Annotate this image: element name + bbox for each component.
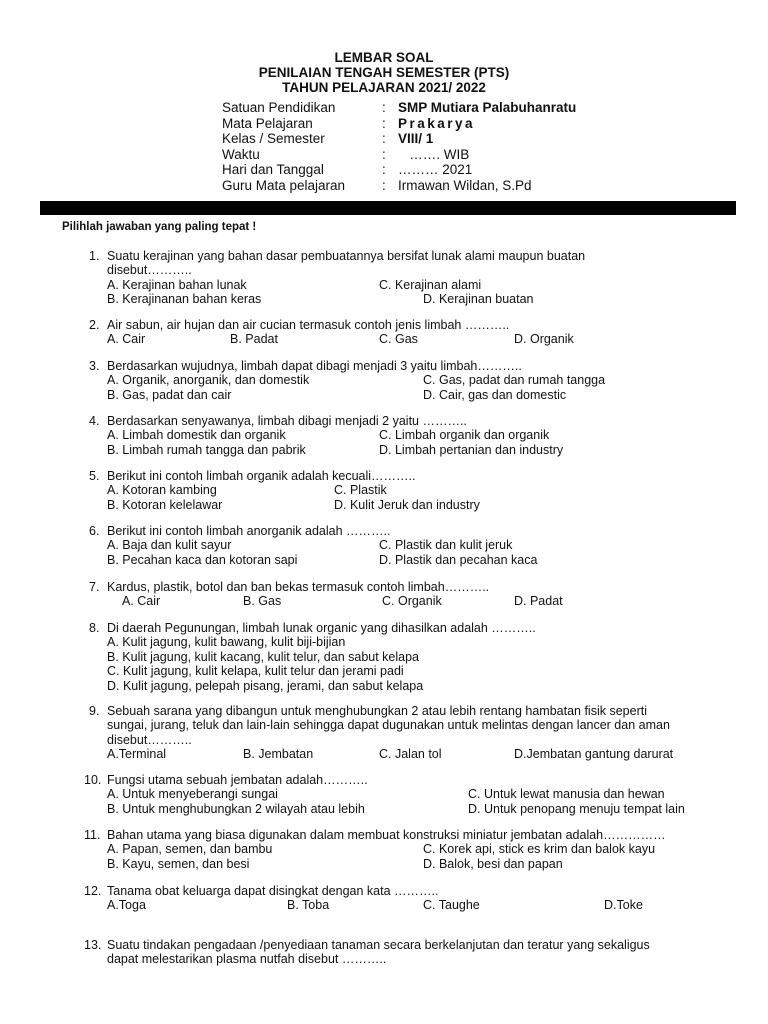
question-text: Berikut ini contoh limbah organik adalah kecuali……….. (107, 469, 416, 483)
answer-option: C. Gas (379, 332, 418, 347)
answer-option: D.Toke (604, 898, 643, 913)
answer-option: B. Gas (243, 594, 282, 609)
answer-option: D. Padat (514, 594, 563, 609)
question-text: Suatu tindakan pengadaan /penyediaan tanaman secara berkelanjutan dan teratur yang sekaligus (107, 938, 650, 952)
question-text: Berikut ini contoh limbah anorganik adalah ……….. (107, 524, 391, 538)
answer-option: B. Gas, padat dan cair (107, 387, 232, 402)
question-number: 8. (89, 621, 100, 635)
answer-option: B. Toba (287, 898, 330, 913)
answer-option: D. Balok, besi dan papan (423, 856, 563, 871)
info-label: Satuan Pendidikan (222, 100, 336, 115)
info-row-class (222, 131, 642, 147)
question-text: disebut……….. (107, 263, 192, 278)
answer-option: C. Untuk lewat manusia dan hewan (468, 787, 665, 802)
answer-option: D. Limbah pertanian dan industry (379, 442, 564, 457)
info-label: Mata Pelajaran (222, 115, 313, 131)
info-colon: : (382, 100, 386, 115)
info-label: Hari dan Tanggal (222, 162, 324, 177)
info-colon: : (382, 131, 386, 146)
info-colon: : (382, 146, 386, 162)
answer-option: D.Jembatan gantung darurat (514, 747, 674, 762)
answer-option: B. Kerajinanan bahan keras (107, 292, 262, 307)
answer-option: A.Toga (107, 898, 146, 913)
question-text: disebut……….. (107, 732, 192, 747)
info-value: ……. WIB (398, 146, 470, 162)
info-row-teacher (222, 178, 642, 194)
info-row-time (222, 147, 642, 163)
answer-option: B. Kayu, semen, dan besi (107, 856, 250, 871)
question-text: Sebuah sarana yang dibangun untuk menghubungkan 2 atau lebih rentang hambatan fisik seperti (107, 704, 647, 718)
answer-option: A. Cair (122, 594, 161, 609)
document-header (0, 50, 768, 95)
answer-option: B. Pecahan kaca dan kotoran sapi (107, 552, 298, 567)
answer-option: A.Terminal (107, 747, 167, 762)
info-value: ……… 2021 (398, 162, 473, 177)
question-number: 5. (89, 469, 100, 483)
answer-option: A. Baja dan kulit sayur (107, 538, 232, 553)
answer-option: A. Untuk menyeberangi sungai (107, 787, 278, 802)
question-number: 13. (84, 938, 102, 952)
answer-option: A. Kotoran kambing (107, 483, 217, 498)
question-text: Di daerah Pegunungan, limbah lunak organic yang dihasilkan adalah ……….. (107, 621, 536, 635)
answer-option: D. Kulit Jeruk dan industry (334, 497, 480, 512)
answer-option: A. Limbah domestik dan organik (107, 428, 286, 443)
answer-option: B. Kulit jagung, kulit kacang, kulit telur, dan sabut kelapa (107, 649, 419, 664)
answer-option: D. Cair, gas dan domestic (423, 387, 567, 402)
info-row-subject (222, 116, 642, 132)
answer-option: C. Taughe (423, 898, 480, 913)
question-number: 12. (84, 884, 102, 898)
answer-option: D. Organik (514, 332, 574, 347)
info-row-school (222, 100, 642, 116)
info-value: SMP Mutiara Palabuhanratu (398, 100, 577, 115)
question-text: Air sabun, air hujan dan air cucian termasuk contoh jenis limbah ……….. (107, 318, 510, 332)
answer-option: A. Cair (107, 332, 146, 347)
question-text: Fungsi utama sebuah jembatan adalah……….. (107, 773, 368, 787)
answer-option: C. Limbah organik dan organik (379, 428, 550, 443)
info-value: VIII/ 1 (398, 131, 434, 146)
answer-option: C. Organik (382, 594, 442, 609)
question-text: sungai, jurang, teluk dan lain-lain sehingga dapat dugunakan untuk melintas dengan lancer dan aman (107, 718, 670, 733)
info-value: Irmawan Wildan, S.Pd (398, 177, 532, 193)
header-title: LEMBAR SOAL (334, 50, 434, 65)
answer-option: A. Papan, semen, dan bambu (107, 842, 273, 857)
question-text: Berdasarkan senyawanya, limbah dibagi menjadi 2 yaitu ……….. (107, 414, 467, 428)
answer-option: D. Plastik dan pecahan kaca (379, 552, 538, 567)
question-number: 11. (84, 828, 101, 842)
question-number: 10. (84, 773, 102, 787)
answer-option: A. Organik, anorganik, dan domestik (107, 373, 310, 388)
info-colon: : (382, 115, 386, 131)
question-number: 6. (89, 524, 100, 538)
answer-option: C. Kulit jagung, kulit kelapa, kulit telur dan jerami padi (107, 664, 404, 679)
question-number: 9. (89, 704, 100, 718)
header-school-year: TAHUN PELAJARAN 2021/ 2022 (282, 80, 486, 95)
info-value: Prakarya (398, 115, 476, 131)
answer-option: C. Plastik (334, 483, 387, 498)
answer-option: B. Kotoran kelelawar (107, 497, 223, 512)
question-text: Bahan utama yang biasa digunakan dalam membuat konstruksi miniatur jembatan adalah…………… (107, 828, 666, 842)
info-row-date (222, 162, 642, 178)
answer-option: B. Padat (230, 332, 278, 347)
answer-option: C. Kerajinan alami (379, 277, 482, 292)
question-text: dapat melestarikan plasma nutfah disebut ……….. (107, 952, 387, 967)
info-colon: : (382, 177, 386, 193)
answer-option: D. Kerajinan buatan (423, 292, 534, 307)
answer-option: B. Untuk menghubungkan 2 wilayah atau lebih (107, 801, 365, 816)
info-label: Guru Mata pelajaran (222, 177, 346, 193)
question-text: Kardus, plastik, botol dan ban bekas termasuk contoh limbah……….. (107, 580, 490, 594)
header-exam-name: PENILAIAN TENGAH SEMESTER (PTS) (258, 65, 510, 80)
identity-block (222, 100, 642, 193)
answer-option: A. Kerajinan bahan lunak (107, 277, 247, 292)
answer-option: C. Gas, padat dan rumah tangga (423, 373, 606, 388)
answer-option: D. Untuk penopang menuju tempat lain (468, 801, 685, 816)
answer-option: C. Plastik dan kulit jeruk (379, 538, 513, 553)
info-label: Kelas / Semester (222, 131, 325, 146)
answer-option: D. Kulit jagung, pelepah pisang, jerami, dan sabut kelapa (107, 678, 424, 693)
info-colon: : (382, 162, 386, 177)
question-number: 4. (89, 414, 100, 428)
answer-option: B. Limbah rumah tangga dan pabrik (107, 442, 306, 457)
answer-option: A. Kulit jagung, kulit bawang, kulit biji-bijian (107, 635, 346, 650)
answer-option: C. Korek api, stick es krim dan balok kayu (423, 842, 656, 857)
question-text: Suatu kerajinan yang bahan dasar pembuatannya bersifat lunak alami maupun buatan (107, 249, 586, 263)
question-number: 2. (89, 318, 100, 332)
question-text: Tanama obat keluarga dapat disingkat dengan kata ……….. (107, 884, 439, 898)
question-number: 1. (89, 249, 100, 263)
header-divider-bar (40, 201, 736, 215)
answer-option: C. Jalan tol (379, 747, 442, 762)
info-label: Waktu (222, 146, 260, 162)
answer-option: B. Jembatan (243, 747, 314, 762)
question-number: 7. (89, 580, 100, 594)
question-number: 3. (89, 359, 100, 373)
instruction-text: Pilihlah jawaban yang paling tepat ! (62, 221, 257, 233)
question-text: Berdasarkan wujudnya, limbah dapat dibagi menjadi 3 yaitu limbah……….. (107, 359, 522, 373)
